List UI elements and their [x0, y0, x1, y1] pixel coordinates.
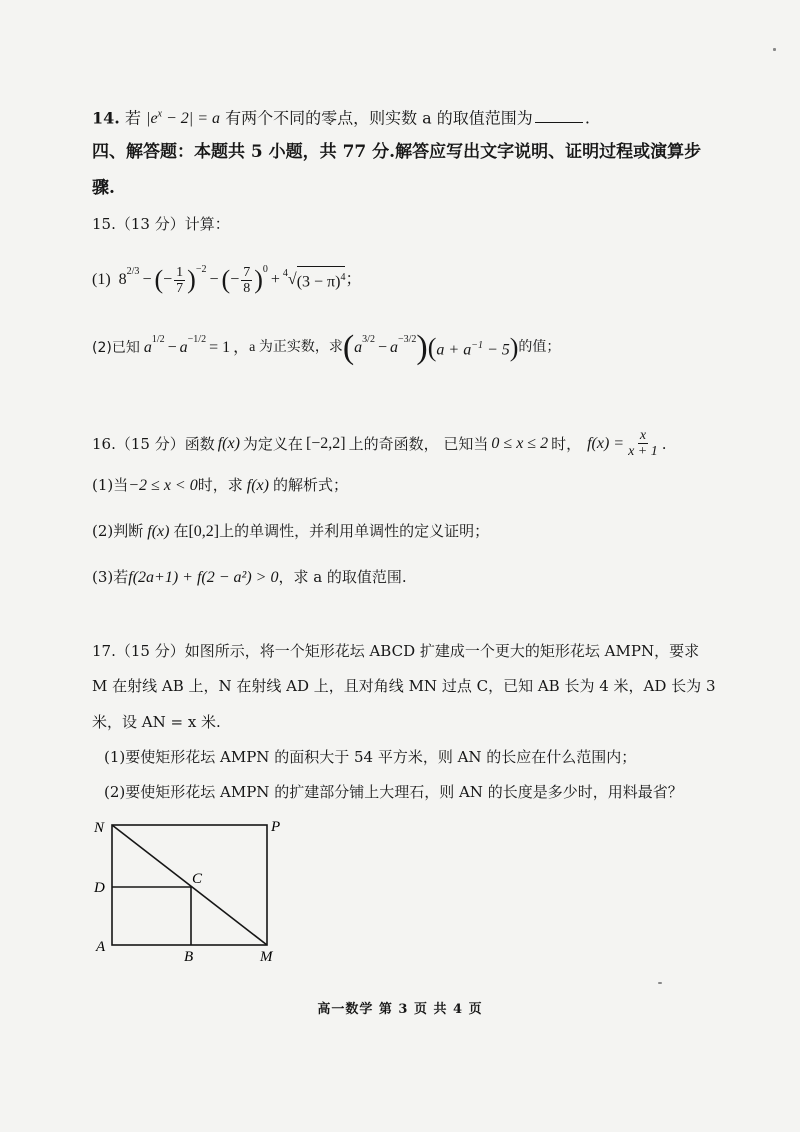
- section-heading: 四、解答题：本题共 5 小题，共 77 分.解答应写出文字说明、证明过程或演算步: [92, 142, 702, 162]
- question-17-line1: 17.（15 分）如图所示，将一个矩形花坛 ABCD 扩建成一个更大的矩形花坛 AMPN，要求: [92, 642, 700, 660]
- scan-speck: [658, 982, 662, 984]
- label-B: B: [184, 949, 194, 965]
- q15-part2: (2)已知 a $^{1/2}$ − a $^{-1/2}$ = 1 ， a 为正实数，求 ( a $^{3/2}$ − a $^{-3/2}$ ) ( $a + a^{-1} - 5$ ) 的值；: [92, 329, 561, 366]
- question-14: 14. 若 $|e^x - 2| = a$ 有两个不同的零点，则实数 a 的取值范围为 .: [92, 108, 590, 128]
- answer-blank: [535, 108, 583, 123]
- page-footer: 高一数学 第 3 页 共 4 页: [317, 1002, 483, 1017]
- label-C: C: [192, 871, 203, 887]
- q17-part1: (1)要使矩形花坛 AMPN 的面积大于 54 平方米，则 AN 的长应在什么范围内；: [104, 748, 637, 766]
- section-heading-cont: 骤.: [92, 178, 115, 198]
- q14-equation: $|e^x - 2| = a$: [146, 109, 220, 128]
- label-P: P: [271, 819, 281, 835]
- diagonal-NM: [112, 825, 267, 945]
- question-15-title: 15.（13 分）计算：: [92, 215, 230, 233]
- question-17-line3: 米，设 AN = x 米.: [92, 713, 221, 731]
- scan-speck: [773, 48, 776, 51]
- question-16: 16.（15 分）函数 f(x) 为定义在 [−2,2] 上的奇函数， 已知当 0 ≤ x ≤ 2 时， f(x) = $\frac{x}{x + 1}$ .: [92, 428, 667, 459]
- q16-part2: (2)判断 f(x) 在[0,2]上的单调性，并利用单调性的定义证明；: [92, 522, 490, 540]
- rectangle-figure: [84, 815, 304, 965]
- label-N: N: [94, 820, 105, 836]
- q16-part3: (3)若f(2a+1) + f(2 − a²) > 0，求 a 的取值范围.: [92, 568, 407, 586]
- q17-part2: (2)要使矩形花坛 AMPN 的扩建部分铺上大理石，则 AN 的长度是多少时，用料最省？: [104, 783, 683, 801]
- question-17-line2: M 在射线 AB 上，N 在射线 AD 上，且对角线 MN 过点 C，已知 AB 长为 4 米，AD 长为 3: [92, 677, 716, 695]
- q15-part1: (1) 8 $^{2/3}$ − ( − $\frac{1}{7}$ ) $^{-2}$ − ( − $\frac{7}{8}$ ) $^0$ + $^4$ √ $(3 - \pi)^4$ ；: [92, 264, 362, 296]
- label-D: D: [94, 880, 105, 896]
- label-A: A: [96, 939, 106, 955]
- label-M: M: [260, 949, 273, 965]
- q16-part1: (1)当−2 ≤ x < 0时，求 f(x) 的解析式；: [92, 476, 348, 494]
